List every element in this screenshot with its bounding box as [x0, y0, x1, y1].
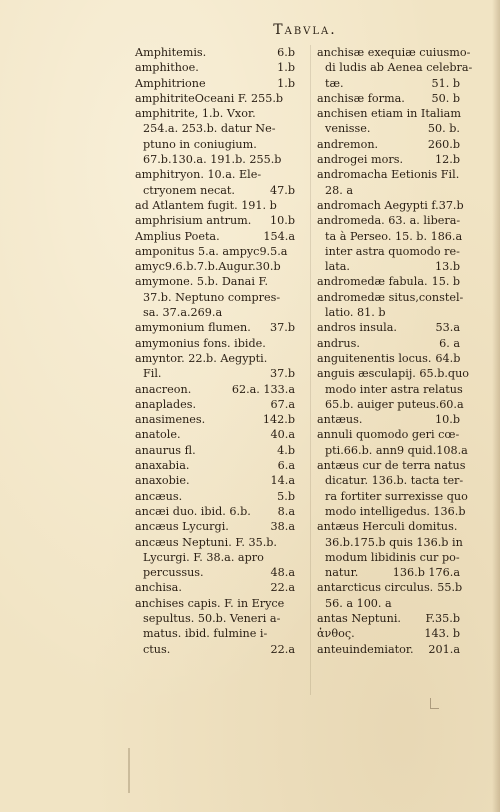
index-entry-ref: [456, 183, 460, 198]
index-entry-ref: [461, 106, 465, 121]
index-entry: [135, 290, 295, 305]
index-entry: [135, 60, 295, 75]
index-entry-ref: 1.b: [277, 76, 295, 90]
index-entry: [317, 183, 460, 198]
index-entry-text: 28. a: [325, 183, 354, 197]
index-entry-ref: [291, 626, 295, 641]
index-entry-ref: [465, 458, 469, 473]
index-entry: [317, 626, 460, 641]
index-entry-text: modum libidinis cur po-: [325, 550, 460, 564]
index-entry-text: anchisa.: [135, 581, 182, 595]
index-entry-text: antas Neptuni.: [317, 611, 401, 625]
index-entry-ref: 22.a: [270, 642, 295, 656]
index-entry: [135, 152, 295, 167]
index-entry-text: anguis æsculapij. 65.b.quo: [317, 367, 470, 381]
index-entry: [317, 91, 460, 106]
index-entry: [317, 473, 464, 488]
index-entry-ref: [291, 259, 295, 274]
index-entry-ref: 13.b: [435, 260, 460, 274]
index-entry: [317, 167, 460, 182]
index-entry: [317, 290, 464, 305]
index-entry-text: anteuindemiator.: [317, 642, 414, 656]
index-entry-text: antæus.: [317, 413, 363, 427]
index-entry-text: amphithoe.: [135, 61, 199, 75]
index-entry-ref: 6.a: [277, 459, 295, 473]
index-entry-text: antæus Herculi domitus.: [317, 520, 458, 534]
index-entry: [317, 213, 460, 228]
index-entry-ref: 201.a: [428, 642, 460, 656]
index-entry-ref: [463, 473, 467, 488]
index-entry: [317, 366, 470, 381]
index-entry-ref: 8.a: [277, 504, 295, 518]
index-entry: [317, 320, 460, 335]
index-entry-text: Fil.: [143, 367, 162, 381]
index-entry-text: ancæus Lycurgi.: [135, 520, 229, 534]
index-entry-text: amymonius fons. ibide.: [135, 336, 266, 350]
index-entry-text: ptuno in coniugium.: [143, 137, 257, 151]
index-entry-text: ta à Perseo. 15. b. 186.a: [325, 229, 463, 243]
index-entry-ref: [464, 198, 468, 213]
index-entry-text: andromacha Eetionis Fil.: [317, 168, 460, 182]
index-entry-ref: 6. a: [439, 336, 460, 350]
index-entry: [135, 121, 295, 136]
index-entry-text: ancæus Neptuni. F. 35.b.: [135, 535, 277, 549]
index-entry-text: pti.66.b. ann9 quid.108.a: [325, 443, 468, 457]
index-entry: [135, 91, 295, 106]
index-entry-ref: 12.b: [435, 153, 460, 167]
index-entry-ref: [460, 550, 464, 565]
index-entry-text: anguitenentis locus.: [317, 351, 432, 365]
index-entry-text: anchisen etiam in Italiam: [317, 107, 461, 121]
index-entry-text: modo inter astra relatus: [325, 382, 463, 396]
index-entry-text: matus. ibid. fulmine i-: [143, 627, 268, 641]
index-entry: [317, 565, 460, 580]
index-entry: [317, 535, 463, 550]
index-entry-text: amphitryon. 10.a. Ele-: [135, 168, 262, 182]
index-entry-ref: [291, 611, 295, 626]
index-entry: [317, 489, 468, 504]
index-entry: [135, 137, 295, 152]
index-entry-ref: [291, 244, 295, 259]
index-entry-ref: 154.a: [263, 229, 295, 243]
index-entry: [135, 412, 295, 427]
index-entry-ref: [468, 489, 472, 504]
index-entry: [135, 626, 295, 641]
index-entry-ref: 38.a: [270, 520, 295, 534]
index-entry: [317, 274, 460, 289]
index-entry-text: andromedæ situs,constel-: [317, 290, 464, 304]
index-entry-ref: [456, 305, 460, 320]
index-entry-ref: 5.b: [277, 489, 295, 503]
index-entry-ref: 51. b: [431, 76, 460, 90]
index-entry-ref: 143. b: [424, 627, 460, 641]
index-entry-ref: [291, 137, 295, 152]
index-entry: [135, 473, 295, 488]
index-entry: [317, 519, 460, 534]
index-entry: [317, 106, 460, 121]
index-entry-text: Lycurgi. F. 38.a. apro: [143, 550, 264, 564]
index-entry-text: sepultus. 50.b. Veneri a-: [143, 611, 281, 625]
index-entry-ref: [291, 167, 295, 182]
index-entry-text: 254.a. 253.b. datur Ne-: [143, 122, 276, 136]
index-entry: [135, 320, 295, 335]
index-entry-text: anchisæ forma.: [317, 91, 405, 105]
index-entry-ref: [456, 596, 460, 611]
index-entry-ref: 6.b: [277, 46, 295, 59]
index-entry-text: ctryonem necat.: [143, 183, 235, 197]
index-entry: [317, 443, 468, 458]
index-entry-ref: 48.a: [270, 566, 295, 580]
index-entry: [135, 642, 295, 657]
index-entry-text: amymonium flumen.: [135, 321, 251, 335]
index-entry: [135, 229, 295, 244]
margin-mark: [430, 698, 439, 709]
index-entry-ref: 10.b: [270, 214, 295, 228]
index-entry-ref: 136.b 176.a: [392, 566, 460, 580]
index-entry-text: ra fortiter surrexisse quo: [325, 489, 468, 503]
page-edge-shadow: [492, 0, 500, 812]
index-entry-text: anaxabia.: [135, 459, 190, 473]
index-entry-text: di ludis ab Aenea celebra-: [325, 61, 473, 75]
index-entry-text: sa. 37.a.269.a: [143, 306, 223, 320]
index-entry-text: andros insula.: [317, 321, 397, 335]
index-entry: [135, 45, 295, 60]
index-entry-ref: 142.b: [262, 413, 295, 427]
index-entry-text: modo intelligedus. 136.b: [325, 504, 466, 518]
index-entry-ref: [459, 427, 463, 442]
index-entry: [317, 336, 460, 351]
index-entry-ref: 22.a: [270, 581, 295, 595]
index-entry-text: andromeda. 63. a. libera-: [317, 214, 461, 228]
index-entry-text: amphitrite, 1.b. Vxor.: [135, 107, 256, 121]
index-entry: [135, 565, 295, 580]
index-entry-text: anchises capis. F. in Eryce: [135, 596, 285, 610]
index-entry-ref: 15. b: [431, 275, 461, 289]
index-entry-text: amphrisium antrum.: [135, 214, 252, 228]
index-entry: [317, 427, 460, 442]
index-entry: [135, 382, 295, 397]
index-entry-text: tæ.: [325, 76, 344, 90]
index-entry-text: 37.b. Neptuno compres-: [143, 290, 281, 304]
index-entry-ref: 14.a: [270, 474, 295, 488]
index-entry: [135, 167, 295, 182]
index-entry-text: anacreon.: [135, 382, 192, 396]
index-entry-text: venisse.: [325, 122, 371, 136]
index-entry-ref: [460, 244, 464, 259]
index-entry-text: 65.b. auiger puteus.60.a: [325, 397, 464, 411]
index-entry-ref: 64.b: [435, 351, 461, 365]
index-entry-ref: 37.b: [270, 321, 295, 335]
index-entry-ref: [469, 366, 473, 381]
index-entry-ref: 40.a: [270, 428, 295, 442]
index-entry-ref: [460, 213, 464, 228]
index-entry-ref: [464, 397, 468, 412]
index-entry-text: amymone. 5.b. Danai F.: [135, 275, 269, 289]
index-entry: [317, 580, 463, 595]
index-entry: [135, 535, 295, 550]
index-entry: [317, 458, 466, 473]
index-entry-text: Amplius Poeta.: [135, 229, 220, 243]
index-entry-ref: 37.b: [270, 367, 295, 381]
index-entry-ref: [291, 152, 295, 167]
index-entry-ref: [291, 274, 295, 289]
index-entry: [317, 60, 473, 75]
index-entry: [135, 351, 295, 366]
index-entry-ref: [291, 106, 295, 121]
index-entry-text: andrus.: [317, 336, 360, 350]
index-entry: [135, 183, 295, 198]
index-entry: [317, 305, 460, 320]
index-entry-text: inter astra quomodo re-: [325, 244, 460, 258]
index-entry: [135, 305, 295, 320]
index-entry: [317, 244, 460, 259]
index-entry: [317, 76, 460, 91]
index-entry-text: anchisæ exequiæ cuiusmo-: [317, 46, 471, 59]
index-entry-text: amphitriteOceani F. 255.b: [135, 91, 284, 105]
index-entry-text: amyntor. 22.b. Aegypti.: [135, 351, 268, 365]
index-entry: [317, 229, 463, 244]
index-entry-text: Amphitrione: [135, 76, 206, 90]
index-entry: [135, 274, 295, 289]
index-entry: [135, 580, 295, 595]
index-entry-ref: 53.a: [435, 321, 460, 335]
index-entry: [317, 504, 466, 519]
index-entry-text: latio. 81. b: [325, 306, 386, 320]
index-entry-ref: [468, 443, 472, 458]
index-entry-text: natur.: [325, 566, 359, 580]
index-entry-ref: 47.b: [270, 183, 295, 197]
index-entry: [135, 397, 295, 412]
index-entry: [135, 489, 295, 504]
index-entry-ref: [463, 382, 467, 397]
index-entry: [135, 596, 295, 611]
index-entry-text: androgei mors.: [317, 153, 404, 167]
index-entry: [317, 642, 460, 657]
index-entry-text: 56. a 100. a: [325, 596, 392, 610]
index-entry: [317, 611, 460, 626]
index-entry: [135, 427, 295, 442]
index-entry-text: ancæus.: [135, 489, 183, 503]
index-entry-ref: [463, 535, 467, 550]
index-entry: [317, 198, 464, 213]
index-entry-text: andremon.: [317, 137, 379, 151]
index-entry: [135, 259, 295, 274]
index-entry-text: anatole.: [135, 428, 181, 442]
index-entry: [135, 611, 295, 626]
index-entry-text: ἀνθος.: [317, 627, 355, 641]
index-entry: [135, 519, 295, 534]
index-entry-ref: [291, 550, 295, 565]
index-entry-ref: 50. b.: [427, 122, 460, 136]
index-entry-ref: [291, 121, 295, 136]
index-entry-ref: [462, 229, 466, 244]
index-entry-ref: [291, 336, 295, 351]
index-entry-text: andromach Aegypti f.37.b: [317, 198, 464, 212]
index-entry-ref: 1.b: [277, 61, 295, 75]
index-entry-text: antæus cur de terra natus: [317, 459, 466, 473]
index-entry: [135, 550, 295, 565]
index-column-right: [317, 45, 473, 657]
index-entry-ref: 50. b: [431, 91, 460, 105]
index-entry: [135, 458, 295, 473]
index-entry: [317, 121, 460, 136]
index-entry-text: amyc9.6.b.7.b.Augur.30.b: [135, 260, 281, 274]
index-entry-ref: [470, 45, 474, 60]
index-entry-ref: [472, 60, 476, 75]
index-entry-text: 67.b.130.a. 191.b. 255.b: [143, 153, 282, 167]
index-entry: [317, 351, 460, 366]
index-entry: [317, 596, 460, 611]
index-entry: [135, 504, 295, 519]
index-entry-ref: [291, 198, 295, 213]
index-entry-ref: [459, 167, 463, 182]
index-entry-text: anaplades.: [135, 397, 197, 411]
index-entry: [317, 382, 463, 397]
index-entry-text: anaurus fl.: [135, 443, 196, 457]
index-entry-text: ancæi duo. ibid. 6.b.: [135, 504, 251, 518]
index-column-left: [135, 45, 295, 657]
index-entry-text: percussus.: [143, 566, 204, 580]
index-entry: [317, 550, 460, 565]
index-entry-text: lata.: [325, 260, 350, 274]
paper-stain: [128, 748, 130, 793]
index-entry-text: ctus.: [143, 642, 171, 656]
index-entry-text: ad Atlantem fugit. 191. b: [135, 198, 277, 212]
index-entry-ref: 260.b: [427, 137, 460, 151]
page-header: Tabvla.: [273, 22, 337, 38]
index-entry-ref: 4.b: [277, 443, 295, 457]
index-entry: [135, 198, 295, 213]
index-entry-ref: [463, 290, 467, 305]
index-entry-ref: F.35.b: [425, 611, 460, 625]
index-entry: [135, 106, 295, 121]
index-entry: [135, 76, 295, 91]
index-entry-text: andromedæ fabula.: [317, 275, 428, 289]
index-entry-ref: [291, 535, 295, 550]
index-entry-ref: [291, 351, 295, 366]
index-entry-text: 36.b.175.b quis 136.b in: [325, 535, 463, 549]
index-entry-text: anaxobie.: [135, 474, 190, 488]
index-entry-ref: 67.a: [270, 397, 295, 411]
index-entry-ref: 10.b: [435, 413, 460, 427]
index-entry: [135, 336, 295, 351]
index-entry-ref: [457, 519, 461, 534]
index-entry: [317, 412, 460, 427]
index-entry-text: dicatur. 136.b. tacta ter-: [325, 474, 464, 488]
index-entry-text: amponitus 5.a. ampyc9.5.a: [135, 244, 288, 258]
index-entry: [135, 244, 295, 259]
index-entry-ref: 55.b: [437, 581, 463, 595]
column-divider: [310, 45, 311, 695]
index-entry-text: Amphitemis.: [135, 46, 207, 59]
index-entry: [135, 443, 295, 458]
index-entry-text: anasimenes.: [135, 413, 206, 427]
index-entry: [317, 152, 460, 167]
index-entry: [317, 45, 471, 60]
index-entry-text: annuli quomodo geri cœ-: [317, 428, 460, 442]
index-entry: [317, 397, 464, 412]
index-entry-ref: 62.a. 133.a: [231, 382, 295, 396]
index-entry-ref: [291, 290, 295, 305]
index-entry: [135, 366, 295, 381]
index-entry: [317, 259, 460, 274]
index-entry: [317, 137, 460, 152]
index-entry-ref: [466, 504, 470, 519]
index-entry-ref: [291, 305, 295, 320]
index-entry-ref: [291, 596, 295, 611]
index-entry: [135, 213, 295, 228]
index-entry-ref: [291, 91, 295, 106]
index-entry-text: antarcticus circulus.: [317, 581, 434, 595]
